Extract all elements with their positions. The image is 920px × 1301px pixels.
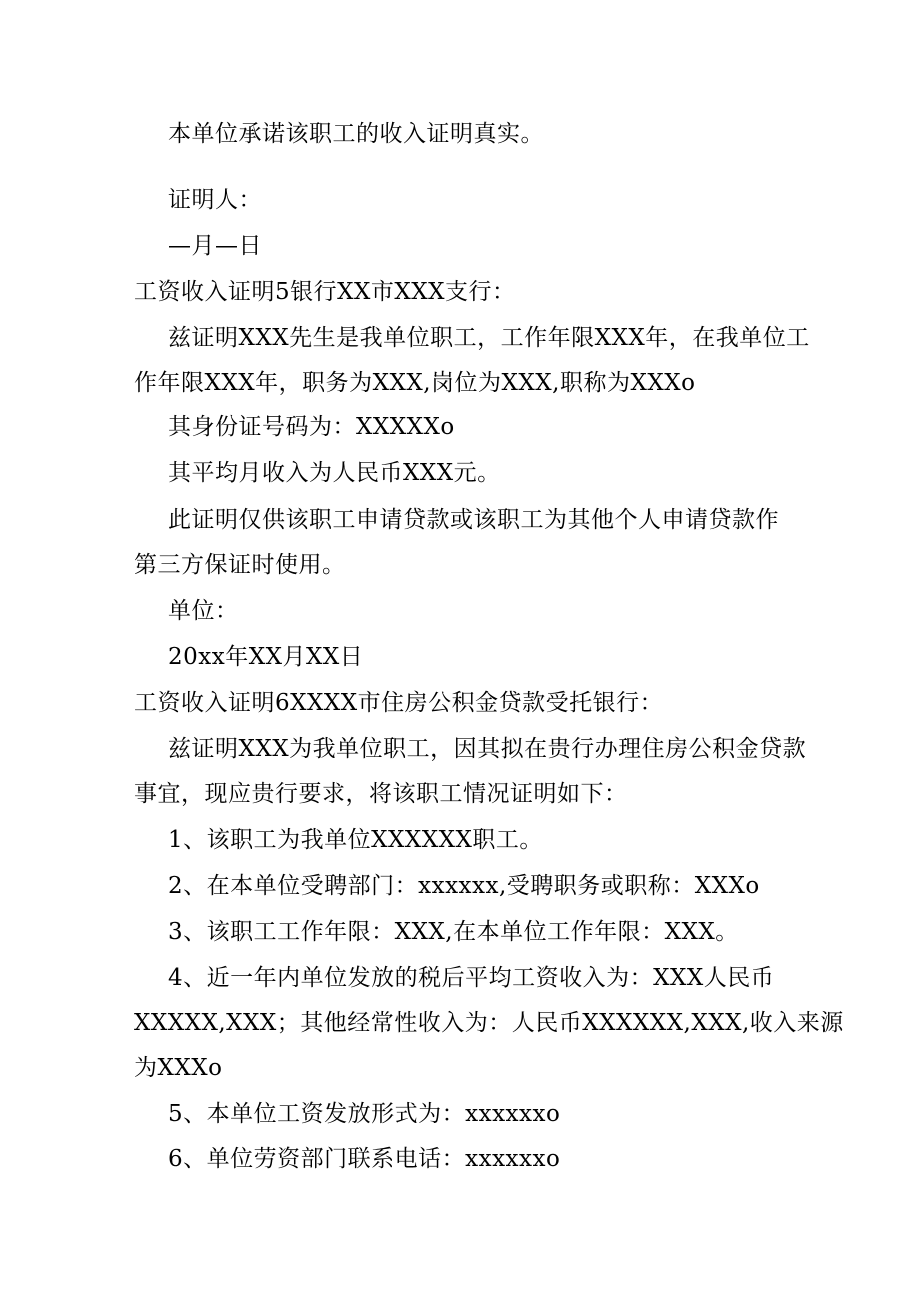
certificate-6-paragraph-1-cont: 事宜，现应贵行要求，将该职工情况证明如下： bbox=[134, 781, 628, 807]
date-placeholder: 20xx年XX月XX日 bbox=[168, 644, 364, 670]
certificate-5-paragraph-1: 兹证明XXX先生是我单位职工，工作年限XXX年，在我单位工 bbox=[168, 325, 810, 351]
list-item-5: 5、本单位工资发放形式为：xxxxxxo bbox=[168, 1101, 561, 1127]
list-item-2: 2、在本单位受聘部门：xxxxxx,受聘职务或职称：XXXo bbox=[168, 873, 760, 899]
certificate-5-paragraph-1-cont: 作年限XXX年，职务为XXX,岗位为XXX,职称为XXXo bbox=[134, 370, 696, 396]
certificate-5-heading: 工资收入证明5银行XX市XXX支行： bbox=[134, 279, 516, 305]
certificate-6-heading: 工资收入证明6XXXX市住房公积金贷款受托银行： bbox=[134, 690, 664, 716]
list-item-4-end: 为XXXo bbox=[134, 1055, 223, 1081]
certifier-label: 证明人： bbox=[168, 187, 262, 213]
certificate-6-paragraph-1: 兹证明XXX为我单位职工，因其拟在贵行办理住房公积金贷款 bbox=[168, 736, 807, 762]
list-item-3: 3、该职工工作年限：XXX,在本单位工作年限：XXX。 bbox=[168, 919, 739, 945]
date-line: —月—日 bbox=[168, 233, 262, 259]
list-item-4-cont: XXXXX,XXX；其他经常性收入为：人民币XXXXXX,XXX,收入来源 bbox=[134, 1010, 844, 1036]
monthly-income-line: 其平均月收入为人民币XXX元。 bbox=[168, 460, 501, 486]
list-item-1: 1、该职工为我单位XXXXXX职工。 bbox=[168, 827, 543, 853]
list-item-4: 4、近一年内单位发放的税后平均工资收入为：XXX人民币 bbox=[168, 965, 775, 991]
id-number-line: 其身份证号码为：XXXXXo bbox=[168, 414, 455, 440]
unit-label: 单位： bbox=[168, 598, 239, 624]
usage-paragraph: 此证明仅供该职工申请贷款或该职工为其他个人申请贷款作 bbox=[168, 507, 779, 533]
usage-paragraph-cont: 第三方保证时使用。 bbox=[134, 552, 346, 578]
commitment-line: 本单位承诺该职工的收入证明真实。 bbox=[168, 121, 544, 147]
list-item-6: 6、单位劳资部门联系电话：xxxxxxo bbox=[168, 1146, 561, 1172]
